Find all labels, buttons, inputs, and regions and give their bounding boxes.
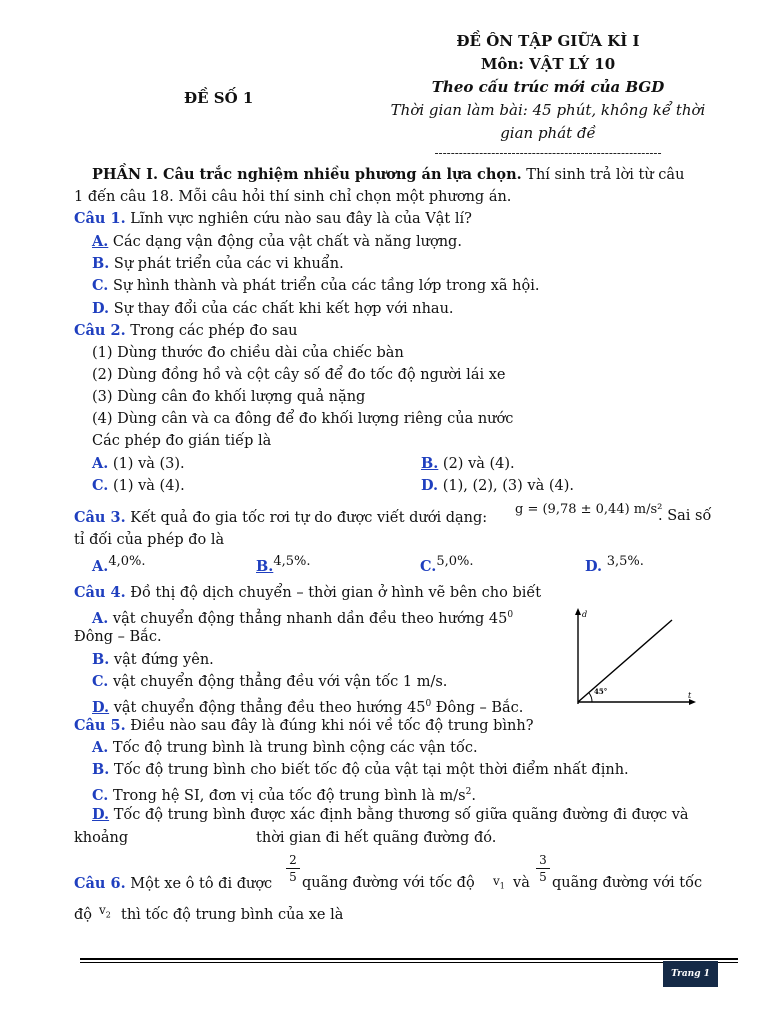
- q6-fraction-2: [536, 853, 550, 884]
- exam-number: ĐỀ SỐ 1: [184, 89, 254, 107]
- q5-option-d[interactable]: [92, 805, 752, 825]
- q6-f2-numerator: 3: [539, 853, 547, 867]
- q5-option-b[interactable]: [92, 760, 752, 780]
- q4-d-degree: 0: [425, 699, 432, 709]
- q4-label: Câu 4.: [74, 584, 126, 601]
- q1-option-a[interactable]: [92, 232, 752, 252]
- q4-d-letter: D.: [92, 698, 110, 716]
- q3-c-letter: C.: [420, 558, 437, 575]
- q2-statement-1: (1) Dùng thước đo chiều dài của chiếc bàn: [92, 345, 404, 361]
- q2-b-letter: B.: [421, 455, 439, 472]
- q6-label: Câu 6.: [74, 875, 126, 892]
- q2-statement-2: (2) Dùng đồng hồ và cột cây số để đo tốc độ người lái xe: [92, 367, 506, 383]
- q5-text: Điều nào sau đây là đúng khi nói về tốc độ trung bình?: [125, 718, 534, 734]
- q1-label: Câu 1.: [74, 210, 126, 227]
- q3-option-b[interactable]: [256, 554, 406, 578]
- graph-angle-arc: [589, 693, 592, 702]
- q3-b-text: 4,5%.: [273, 554, 311, 569]
- q5-option-c[interactable]: [92, 782, 752, 806]
- q5-a-letter: A.: [92, 739, 109, 756]
- q3-c-text: 5,0%.: [436, 554, 474, 569]
- q2-d-text: (1), (2), (3) và (4).: [442, 478, 574, 494]
- q3-option-a[interactable]: [92, 554, 242, 578]
- q1-text: Lĩnh vực nghiên cứu nào sau đây là của Vật lí?: [125, 211, 472, 227]
- q1-option-d[interactable]: [92, 299, 752, 319]
- q6-v2-sub: 2: [105, 910, 111, 920]
- q5-b-letter: B.: [92, 761, 110, 778]
- q3-a-letter: A.: [92, 558, 109, 575]
- q4-text: Đồ thị độ dịch chuyển – thời gian ở hình vẽ bên cho biết: [125, 585, 542, 601]
- part1-intro-1: Thí sinh trả lời từ câu: [521, 167, 685, 183]
- graph-y-arrow: [575, 608, 581, 615]
- page-number-badge: Trang 1: [663, 961, 718, 987]
- q1-a-letter: A.: [92, 233, 109, 250]
- q3-text: Kết quả đo gia tốc rơi tự do được viết dưới dạng:: [125, 510, 488, 526]
- time-note-1: Thời gian làm bài: 45 phút, không kể thời: [390, 101, 706, 119]
- q2-b-text: (2) và (4).: [442, 456, 515, 472]
- q5-c-superscript: 2: [465, 787, 472, 797]
- q3-a-text: 4,0%.: [108, 554, 146, 569]
- q6-f1-bar: [286, 868, 300, 869]
- q5-option-a[interactable]: [92, 738, 752, 758]
- q6-v2: [99, 903, 111, 919]
- question-1: [74, 209, 734, 229]
- q6-f2-denominator: 5: [539, 870, 547, 884]
- q4-a-letter: A.: [92, 609, 109, 627]
- q3-label: Câu 3.: [74, 509, 126, 526]
- q2-c-text: (1) và (4).: [112, 478, 185, 494]
- q2-option-a[interactable]: [92, 454, 392, 474]
- q5-c-letter: C.: [92, 786, 109, 804]
- structure-note: Theo cấu trúc mới của BGD: [431, 78, 665, 96]
- q6-text-2: quãng đường với tốc độ: [302, 875, 475, 891]
- q5-d-letter: D.: [92, 806, 110, 823]
- q2-statement-3: (3) Dùng cân đo khối lượng quả nặng: [92, 389, 366, 405]
- q4-option-d[interactable]: [92, 694, 572, 718]
- q5-a-text: Tốc độ trung bình là trung bình cộng các vận tốc.: [108, 740, 478, 756]
- q3-d-text: 3,5%.: [606, 554, 644, 569]
- q4-option-c[interactable]: [92, 672, 572, 692]
- q2-text: Trong các phép đo sau: [125, 323, 298, 339]
- q4-d-text: vật chuyển động thẳng đều theo hướng 45: [109, 699, 426, 716]
- q6-f2-bar: [536, 868, 550, 869]
- q4-c-text: vật chuyển động thẳng đều với vận tốc 1 m/s.: [108, 674, 448, 690]
- q2-option-d[interactable]: [421, 476, 721, 496]
- part1-intro-2: 1 đến câu 18. Mỗi câu hỏi thí sinh chỉ chọn một phương án.: [74, 189, 512, 205]
- q5-label: Câu 5.: [74, 717, 126, 734]
- question-4: [74, 583, 734, 603]
- q3-option-d[interactable]: [585, 554, 725, 578]
- part1-heading: PHẦN I. Câu trắc nghiệm nhiều phương án lựa chọn.: [92, 166, 522, 183]
- footer-rule-thin: [80, 962, 738, 963]
- q5-d-text-2b: thời gian đi hết quãng đường đó.: [256, 830, 497, 846]
- q1-a-text: Các dạng vận động của vật chất và năng lượng.: [112, 234, 462, 250]
- q3-d-letter: D.: [585, 558, 603, 575]
- q5-d-text-2a: khoảng: [74, 830, 129, 846]
- q4-a-text: vật chuyển động thẳng nhanh dần đều theo hướng 45: [108, 610, 508, 627]
- q4-a-degree: 0: [507, 610, 514, 620]
- divider-dashes: --------------------------------------------------------: [434, 146, 662, 160]
- q3-formula: g = (9,78 ± 0,44) m/s²: [515, 502, 663, 517]
- q4-d-tail: Đông – Bắc.: [431, 699, 524, 716]
- question-6-part1: [74, 875, 272, 892]
- q1-option-b[interactable]: [92, 254, 752, 274]
- q4-a-text-2: Đông – Bắc.: [74, 629, 162, 645]
- q1-b-text: Sự phát triển của các vi khuẩn.: [113, 256, 344, 272]
- q2-a-letter: A.: [92, 455, 109, 472]
- q6-v1-sub: 1: [499, 881, 505, 891]
- q1-option-c[interactable]: [92, 276, 752, 296]
- part1-line1: [92, 165, 752, 185]
- q2-c-letter: C.: [92, 477, 109, 494]
- q1-b-letter: B.: [92, 255, 110, 272]
- q4-b-text: vật đứng yên.: [109, 652, 214, 668]
- graph-d-label: d: [582, 610, 588, 619]
- displacement-time-graph: [568, 606, 700, 710]
- q3-line2: tỉ đối của phép đo là: [74, 532, 225, 548]
- q6-fraction-1: [286, 853, 300, 884]
- q6-v1-symbol: v: [493, 874, 500, 888]
- q1-c-letter: C.: [92, 277, 109, 294]
- q6-text-4: quãng đường với tốc: [552, 875, 703, 891]
- question-5: [74, 716, 734, 736]
- q6-text-1: Một xe ô tô đi được: [125, 876, 273, 892]
- q2-d-letter: D.: [421, 477, 439, 494]
- q6-text-5: độ: [74, 907, 93, 923]
- q4-b-letter: B.: [92, 651, 110, 668]
- q5-d-text: Tốc độ trung bình được xác định bằng thương số giữa quãng đường đi được và: [109, 807, 689, 823]
- q2-ask: Các phép đo gián tiếp là: [92, 433, 272, 449]
- q4-option-a[interactable]: [92, 605, 572, 629]
- exam-title: ĐỀ ÔN TẬP GIỮA KÌ I: [456, 32, 640, 50]
- time-note-2: gian phát đề: [500, 124, 596, 142]
- q4-option-b[interactable]: [92, 650, 572, 670]
- graph-angle-label: 45°: [594, 687, 608, 696]
- q1-d-letter: D.: [92, 300, 110, 317]
- q2-statement-4: (4) Dùng cân và ca đông để đo khối lượng riêng của nước: [92, 411, 514, 427]
- q6-f1-numerator: 2: [289, 853, 297, 867]
- q6-v2-symbol: v: [99, 903, 106, 917]
- q5-c-text: Trong hệ SI, đơn vị của tốc độ trung bình là m/s: [108, 787, 466, 804]
- q2-option-c[interactable]: [92, 476, 392, 496]
- q1-c-text: Sự hình thành và phát triển của các tầng lớp trong xã hội.: [112, 278, 540, 294]
- q6-f1-denominator: 5: [289, 870, 297, 884]
- q6-v1: [493, 874, 505, 890]
- q2-option-b[interactable]: [421, 454, 721, 474]
- q3-tail: . Sai số: [658, 508, 712, 524]
- q4-c-letter: C.: [92, 673, 109, 690]
- q6-text-6: thì tốc độ trung bình của xe là: [121, 907, 344, 923]
- q5-b-text: Tốc độ trung bình cho biết tốc độ của vật tại một thời điểm nhất định.: [109, 762, 629, 778]
- question-2: [74, 321, 734, 341]
- q2-label: Câu 2.: [74, 322, 126, 339]
- graph-line: [578, 620, 672, 702]
- footer-rule-thick: [80, 958, 738, 960]
- q2-a-text: (1) và (3).: [112, 456, 185, 472]
- q1-d-text: Sự thay đổi của các chất khi kết hợp với nhau.: [113, 301, 454, 317]
- graph-t-label: t: [688, 691, 692, 700]
- q6-text-3: và: [513, 875, 530, 891]
- q5-c-end: .: [471, 787, 476, 804]
- q3-option-c[interactable]: [420, 554, 570, 578]
- subject: Môn: VẬT LÝ 10: [480, 55, 616, 73]
- q3-b-letter: B.: [256, 558, 274, 575]
